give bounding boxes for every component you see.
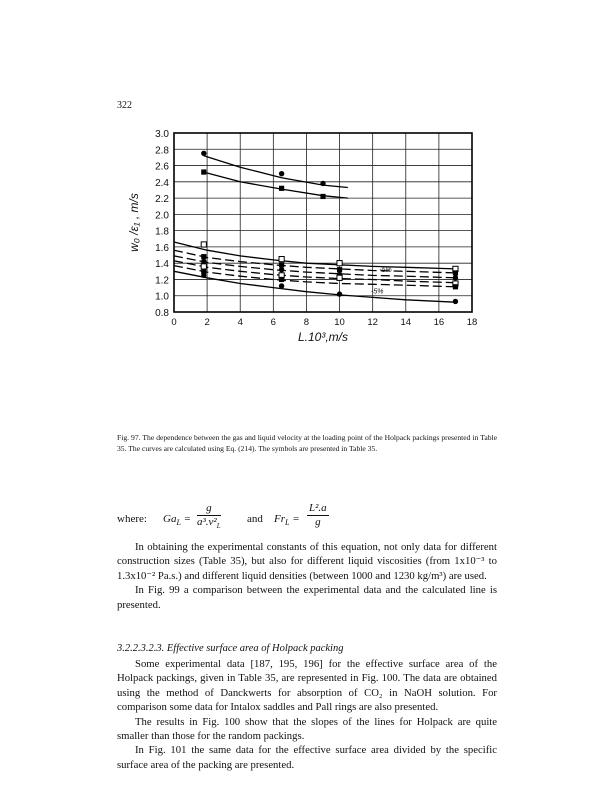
series-line-curve-1 [204, 156, 348, 188]
y-tick-label: 2.0 [155, 210, 169, 222]
x-tick-label: 16 [433, 317, 445, 328]
data-point [279, 186, 284, 191]
data-point [337, 275, 342, 280]
data-point [453, 275, 458, 280]
x-axis-label: L.10³,m/s [297, 330, 349, 344]
y-tick-label: 1.4 [155, 259, 169, 271]
x-tick-label: 2 [204, 317, 210, 328]
figure-caption: Fig. 97. The dependence between the gas and liquid velocity at the loading point of the Holpack packings presented in Table 35. The curves are calculated using Eq. (214). The symbols are presented in Table 35. [117, 433, 497, 453]
y-tick-label: 3.0 [155, 129, 169, 140]
body-upper [117, 540, 497, 612]
formula-where: where: [117, 513, 147, 525]
data-point [337, 261, 342, 266]
y-tick-label: 2.8 [155, 145, 169, 157]
x-tick-label: 8 [303, 317, 310, 328]
data-point [279, 257, 284, 262]
data-point [320, 181, 325, 186]
paragraph-4: The results in Fig. 100 show that the slopes of the lines for Holpack are quite smaller than those for the random packings. [117, 715, 497, 743]
x-tick-label: 0 [171, 317, 177, 328]
section-heading: 3.2.2.3.2.3. Effective surface area of Holpack packing [117, 643, 344, 654]
paragraph-5: In Fig. 101 the same data for the effective surface area divided by the specific surface area of the packing are presented. [117, 744, 497, 771]
data-point [201, 254, 206, 259]
data-point [201, 169, 206, 174]
data-point [279, 277, 284, 282]
data-point [453, 270, 458, 275]
paragraph-1: In obtaining the experimental constants of this equation, not only data for different construction sizes (Table 35), but also for different liquid viscosities (from 1x10⁻³ to 1.3x10⁻² Pa.s.) and different liquid densities (between 1000 and 1230 kg/m³) are used. [117, 541, 497, 582]
body-lower [117, 657, 497, 772]
chart-annotation: -5% [379, 267, 392, 275]
x-tick-label: 18 [466, 317, 478, 328]
paragraph-2: In Fig. 99 a comparison between the experimental data and the calculated line is presented. [117, 584, 497, 611]
y-tick-label: 2.4 [155, 177, 169, 189]
y-tick-label: 1.6 [155, 242, 169, 254]
x-tick-label: 6 [270, 317, 276, 328]
ga-symbol: $Ga_L$ = [163, 513, 192, 528]
fr-symbol: $Fr_L$ = [274, 513, 300, 528]
data-point [201, 264, 206, 269]
chart-annotation: -5% [371, 288, 384, 296]
x-tick-label: 4 [237, 317, 243, 328]
y-axis-label: w₀ /ε₁ , m/s [127, 193, 141, 252]
data-point [453, 299, 458, 304]
data-point [201, 151, 206, 156]
data-point [279, 267, 284, 272]
y-tick-label: 0.8 [155, 308, 169, 319]
formula-and: and [247, 513, 263, 525]
series-line-curve-3 [174, 242, 455, 269]
series-line-curve-4 [174, 250, 455, 273]
page-number: 322 [117, 100, 132, 111]
y-tick-label: 1.2 [155, 275, 169, 287]
data-point [279, 262, 284, 267]
data-point [279, 171, 284, 176]
x-tick-label: 10 [334, 317, 345, 328]
ga-fraction: $\frac{g}{a^3.\nu^2_L}$ [197, 502, 221, 531]
formula-block [117, 500, 497, 542]
fr-fraction: $\frac{\text{L².a}}{g}$ [309, 502, 327, 528]
y-tick-label: 2.6 [155, 161, 169, 173]
x-tick-label: 14 [400, 317, 412, 328]
data-point [279, 283, 284, 288]
data-point [201, 242, 206, 247]
paragraph-3: Some experimental data [187, 195, 196] for the effective surface area of the Holpack packings, given in Table 35, are represented in Fig. 100. The data are obtained using the method of Danckwerts for absorption of CO₂ in NaOH solution. For comparison some data for Intalox saddles and Pall rings are also presented. [117, 658, 497, 714]
x-tick-label: 12 [367, 317, 378, 328]
y-tick-label: 1.0 [155, 291, 169, 303]
y-tick-label: 2.2 [155, 194, 169, 206]
data-point [337, 291, 342, 296]
loading-point-chart [100, 122, 500, 427]
data-point [201, 273, 206, 278]
data-point [320, 194, 325, 199]
y-tick-label: 1.8 [155, 226, 169, 238]
data-point [453, 284, 458, 289]
data-point [337, 267, 342, 272]
